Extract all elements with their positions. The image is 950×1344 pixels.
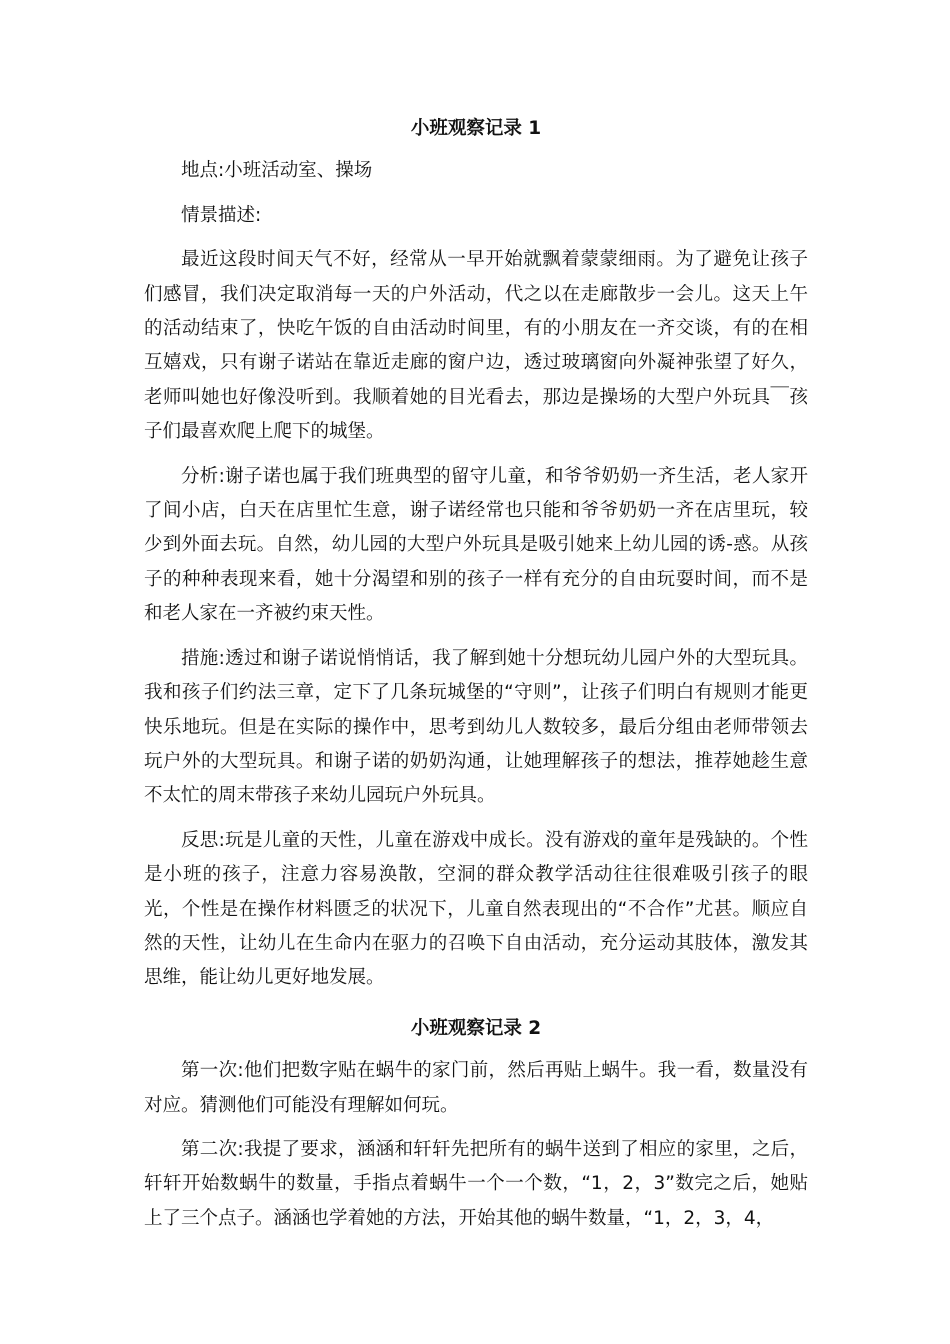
second-attempt-paragraph: 第二次:我提了要求，涵涵和轩轩先把所有的蜗牛送到了相应的家里，之后，轩轩开始数蜗牛的数量，手指点着蜗牛一个一个数，“1，2，3”数完之后，她贴上了三个点子。涵涵也学着她的方法，开始其他的蜗牛数量，“1，2，3，4， [144, 1138, 808, 1229]
analysis-paragraph: 分析:谢子诺也属于我们班典型的留守儿童，和爷爷奶奶一齐生活，老人家开了间小店，白天在店里忙生意，谢子诺经常也只能和爷爷奶奶一齐在店里玩，较少到外面去玩。自然，幼儿园的大型户外玩具是吸引她来上幼儿园的诱-惑。从孩子的种种表现来看，她十分渴望和别的孩子一样有充分的自由玩耍时间，而不是和老人家在一齐被约束天性。 [144, 465, 808, 625]
document-body [144, 112, 808, 1246]
location-line: 地点:小班活动室、操场 [181, 160, 373, 182]
measures-paragraph: 措施:透过和谢子诺说悄悄话，我了解到她十分想玩幼儿园户外的大型玩具。我和孩子们约法三章，定下了几条玩城堡的“守则”，让孩子们明白有规则才能更快乐地玩。但是在实际的操作中，思考到幼儿人数较多，最后分组由老师带领去玩户外的大型玩具。和谢子诺的奶奶沟通，让她理解孩子的想法，推荐她趁生意不太忙的周末带孩子来幼儿园玩户外玩具。 [144, 647, 808, 807]
scene-description: 最近这段时间天气不好，经常从一早开始就飘着蒙蒙细雨。为了避免让孩子们感冒，我们决定取消每一天的户外活动，代之以在走廊散步一会儿。这天上午的活动结束了，快吃午饭的自由活动时间里，有的小朋友在一齐交谈，有的在相互嬉戏，只有谢子诺站在靠近走廊的窗户边，透过玻璃窗向外凝神张望了好久，老师叫她也好像没听到。我顺着她的目光看去，那边是操场的大型户外玩具￣孩子们最喜欢爬上爬下的城堡。 [144, 249, 808, 443]
first-attempt-paragraph: 第一次:他们把数字贴在蜗牛的家门前，然后再贴上蜗牛。我一看，数量没有对应。猜测他们可能没有理解如何玩。 [144, 1060, 808, 1116]
section2-title: 小班观察记录 2 [410, 1017, 542, 1039]
section1-title: 小班观察记录 1 [410, 118, 542, 139]
reflection-paragraph: 反思:玩是儿童的天性，儿童在游戏中成长。没有游戏的童年是残缺的。个性是小班的孩子，注意力容易涣散，空洞的群众教学活动往往很难吸引孩子的眼光，个性是在操作材料匮乏的状况下，儿童自然表现出的“不合作”尤甚。顺应自然的天性，让幼儿在生命内在驱力的召唤下自由活动，充分运动其肢体，激发其思维，能让幼儿更好地发展。 [144, 829, 808, 989]
scene-label: 情景描述: [181, 204, 262, 226]
